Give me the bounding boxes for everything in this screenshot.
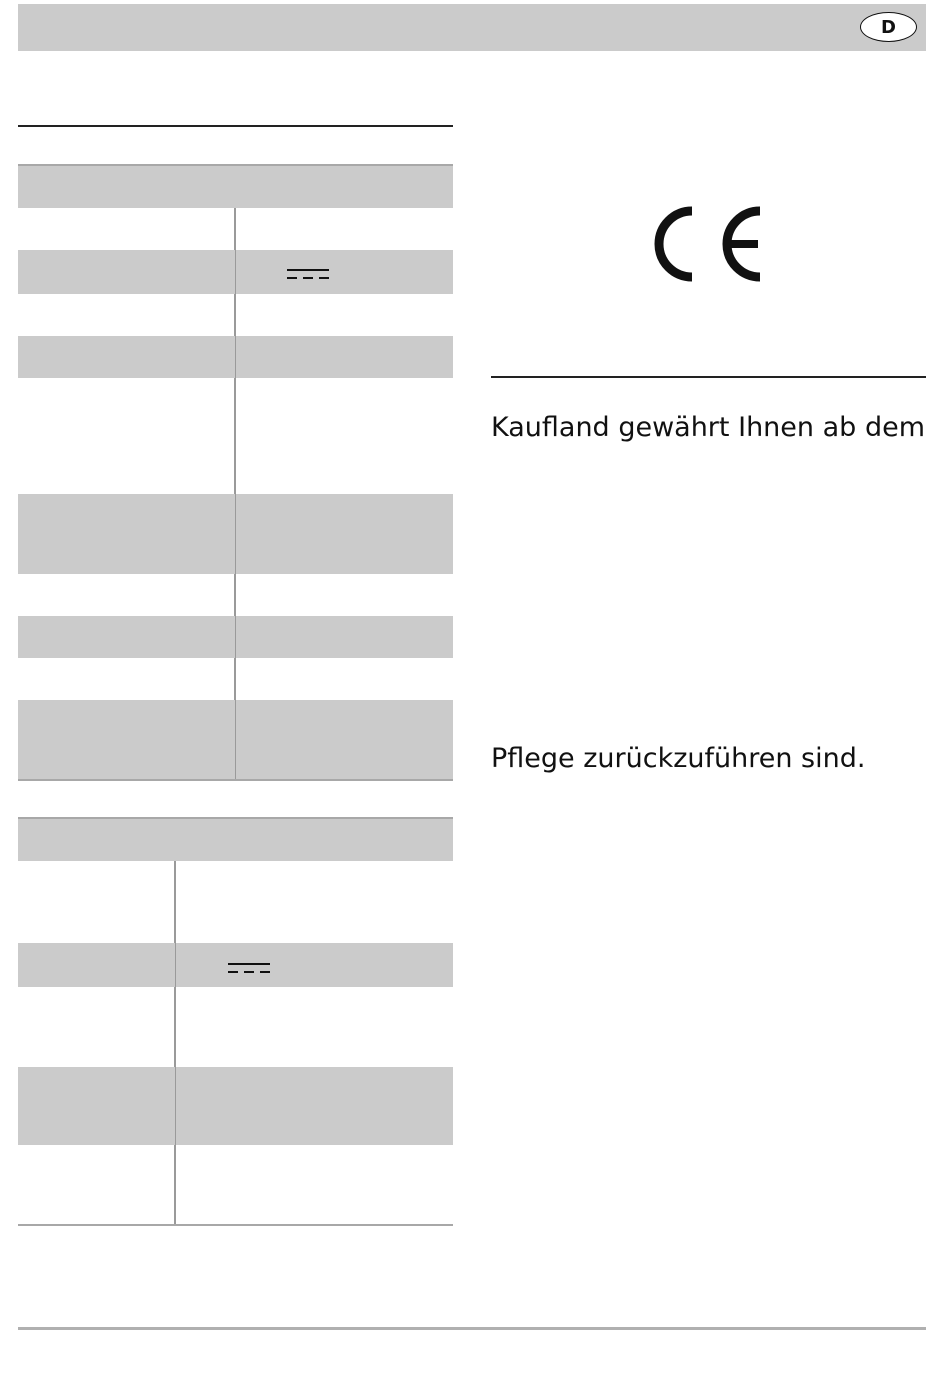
table-row-band	[18, 336, 235, 378]
spec-table-1	[18, 164, 453, 781]
spec-table-2	[18, 817, 453, 1227]
table-row-band	[18, 616, 235, 658]
table-row-band	[236, 616, 453, 658]
warranty-word: Ihnen	[738, 412, 815, 443]
table-row-band	[18, 250, 235, 294]
warranty-text-last-line: Pflege zurückzuführen sind.	[491, 743, 866, 774]
header-bar	[18, 4, 926, 51]
warranty-word: gewährt	[618, 412, 730, 443]
direct-current-icon	[287, 268, 329, 280]
warranty-word: ab	[822, 412, 857, 443]
table-bottom-line	[18, 779, 453, 781]
table-row-band	[18, 700, 235, 780]
warranty-word: Kaufland	[491, 412, 610, 443]
table-row-band	[18, 943, 175, 987]
direct-current-icon	[228, 962, 270, 974]
language-badge: D	[860, 12, 917, 42]
section-rule-left	[18, 125, 453, 127]
section-rule-right	[491, 376, 926, 378]
warranty-word: dem	[864, 412, 925, 443]
table-row-band	[176, 943, 453, 987]
table-row-band	[176, 1067, 453, 1145]
table-row-band	[236, 700, 453, 780]
table-column-divider	[174, 861, 176, 1225]
table-row-band	[236, 336, 453, 378]
warranty-text-line-1	[491, 412, 925, 443]
table-row-band	[18, 1067, 175, 1145]
table-row-band	[18, 494, 235, 574]
footer-rule	[18, 1327, 926, 1330]
table-header-band	[18, 166, 453, 208]
table-header-band	[18, 819, 453, 861]
table-bottom-line	[18, 1224, 453, 1226]
ce-mark-icon	[652, 203, 766, 285]
table-row-band	[236, 494, 453, 574]
table-row-band	[236, 250, 453, 294]
